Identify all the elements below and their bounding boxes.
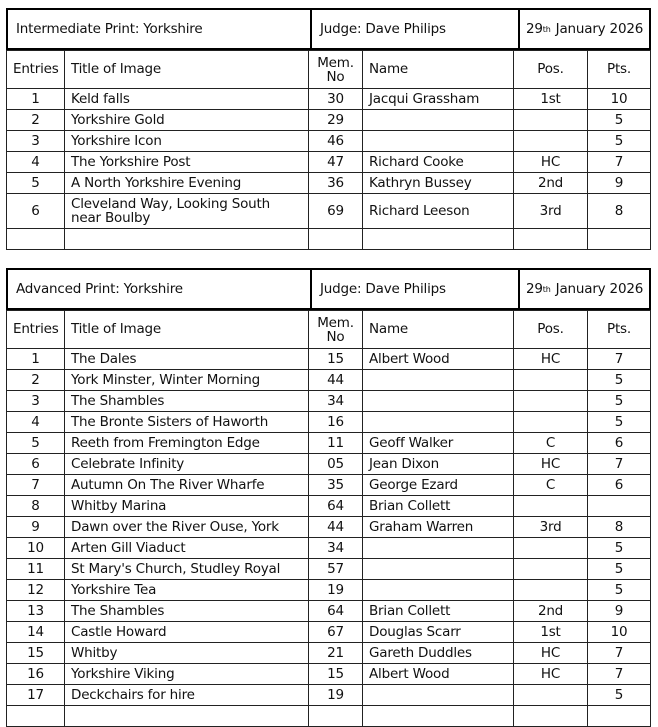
cell-position [514,131,588,152]
cell-member-number: 05 [309,454,363,475]
cell-member-number: 16 [309,412,363,433]
cell-member-number: 47 [309,152,363,173]
cell-position: HC [514,664,588,685]
cell-position [514,370,588,391]
cell-entry-number: 5 [7,173,65,194]
cell-member-number: 36 [309,173,363,194]
cell-entry-number: 9 [7,517,65,538]
cell-member-number: 67 [309,622,363,643]
table-row [7,152,651,173]
cell-position: HC [514,643,588,664]
cell-image-title: The Shambles [65,601,309,622]
table-row [7,194,651,229]
results-section-advanced [6,268,651,727]
cell-member-name: Douglas Scarr [363,622,514,643]
cell-entry-number: 3 [7,391,65,412]
table-row [7,349,651,370]
cell-points: 5 [588,538,651,559]
cell-image-title: Whitby [65,643,309,664]
cell-points: 6 [588,475,651,496]
cell-image-title: The Dales [65,349,309,370]
empty-row [7,706,651,727]
cell-image-title: A North Yorkshire Evening [65,173,309,194]
cell-member-name: Richard Cooke [363,152,514,173]
cell-position: 2nd [514,173,588,194]
table-row [7,454,651,475]
cell-member-number: 29 [309,110,363,131]
cell-image-title: Autumn On The River Wharfe [65,475,309,496]
table-row [7,622,651,643]
cell-entry-number: 16 [7,664,65,685]
cell-points: 5 [588,370,651,391]
col-header-entries: Entries [7,51,65,89]
table-row [7,559,651,580]
table-row [7,110,651,131]
mem-label-line2: No [326,328,345,345]
cell-member-number: 34 [309,538,363,559]
results-table [6,310,651,727]
cell-position [514,580,588,601]
cell-entry-number: 4 [7,152,65,173]
cell-points: 9 [588,173,651,194]
cell-member-number: 46 [309,131,363,152]
results-table [6,50,651,250]
cell-points: 5 [588,685,651,706]
date-day: 29 [526,281,543,297]
cell-member-name [363,685,514,706]
cell-entry-number: 11 [7,559,65,580]
cell-points: 5 [588,412,651,433]
cell-points: 7 [588,454,651,475]
section-header [6,8,651,50]
date-day: 29 [526,21,543,37]
cell-member-number: 69 [309,194,363,229]
date-rest: January 2026 [551,281,644,297]
table-row [7,391,651,412]
cell-position: C [514,475,588,496]
cell-member-number: 44 [309,517,363,538]
cell-member-name [363,110,514,131]
cell-image-title: Yorkshire Icon [65,131,309,152]
cell-entry-number: 10 [7,538,65,559]
cell-entry-number: 5 [7,433,65,454]
col-header-entries: Entries [7,311,65,349]
cell-entry-number: 17 [7,685,65,706]
cell-member-name: Gareth Duddles [363,643,514,664]
cell-entry-number: 6 [7,194,65,229]
cell-position: HC [514,454,588,475]
col-header-pts: Pts. [588,51,651,89]
cell-member-number: 15 [309,349,363,370]
cell-points [588,229,651,250]
cell-points: 5 [588,580,651,601]
cell-member-number: 35 [309,475,363,496]
cell-points [588,706,651,727]
cell-points: 6 [588,433,651,454]
cell-member-name: Jacqui Grassham [363,89,514,110]
cell-entry-number: 14 [7,622,65,643]
cell-image-title: Keld falls [65,89,309,110]
cell-entry-number: 1 [7,89,65,110]
cell-entry-number: 15 [7,643,65,664]
table-row [7,433,651,454]
table-row [7,664,651,685]
table-row [7,173,651,194]
cell-member-number [309,229,363,250]
cell-position [514,496,588,517]
cell-member-name [363,706,514,727]
cell-image-title [65,706,309,727]
cell-member-number: 11 [309,433,363,454]
col-header-name: Name [363,311,514,349]
col-header-mem-no [309,51,363,89]
cell-image-title: Arten Gill Viaduct [65,538,309,559]
col-header-title: Title of Image [65,311,309,349]
competition-date [520,270,649,308]
cell-image-title [65,229,309,250]
cell-member-name [363,229,514,250]
cell-points: 10 [588,622,651,643]
cell-member-name: Kathryn Bussey [363,173,514,194]
cell-image-title: The Shambles [65,391,309,412]
table-row [7,601,651,622]
cell-points: 5 [588,131,651,152]
cell-position: 3rd [514,194,588,229]
table-row [7,496,651,517]
section-header [6,268,651,310]
cell-points: 8 [588,517,651,538]
cell-image-title: Castle Howard [65,622,309,643]
cell-position: 2nd [514,601,588,622]
cell-position [514,685,588,706]
cell-image-title: York Minster, Winter Morning [65,370,309,391]
cell-points: 7 [588,349,651,370]
cell-points [588,496,651,517]
competition-title: Advanced Print: Yorkshire [8,270,312,308]
table-row [7,412,651,433]
table-row [7,685,651,706]
table-row [7,643,651,664]
cell-member-name: Richard Leeson [363,194,514,229]
cell-member-name: Brian Collett [363,496,514,517]
cell-member-number: 21 [309,643,363,664]
table-row [7,131,651,152]
cell-image-title: Dawn over the River Ouse, York [65,517,309,538]
cell-entry-number: 1 [7,349,65,370]
date-suffix: th [542,24,551,34]
mem-label-line2: No [326,68,345,85]
cell-image-title: Celebrate Infinity [65,454,309,475]
cell-position [514,391,588,412]
judge-label: Judge: Dave Philips [312,10,520,48]
empty-row [7,229,651,250]
cell-member-number: 57 [309,559,363,580]
cell-member-name [363,538,514,559]
table-row [7,538,651,559]
cell-entry-number: 4 [7,412,65,433]
cell-member-number: 64 [309,601,363,622]
cell-position [514,559,588,580]
cell-position [514,110,588,131]
cell-position: 1st [514,622,588,643]
cell-entry-number: 12 [7,580,65,601]
cell-entry-number [7,706,65,727]
cell-points: 5 [588,110,651,131]
cell-member-name: George Ezard [363,475,514,496]
cell-position [514,538,588,559]
cell-entry-number: 6 [7,454,65,475]
column-header-row [7,51,651,89]
cell-points: 8 [588,194,651,229]
mem-label-line1: Mem. [317,314,354,331]
cell-member-name: Brian Collett [363,601,514,622]
cell-member-name [363,412,514,433]
cell-position: HC [514,349,588,370]
date-suffix: th [542,284,551,294]
cell-member-number: 15 [309,664,363,685]
cell-image-title: Yorkshire Gold [65,110,309,131]
table-row [7,370,651,391]
cell-member-name: Albert Wood [363,349,514,370]
cell-member-name [363,580,514,601]
cell-member-name: Geoff Walker [363,433,514,454]
cell-entry-number: 3 [7,131,65,152]
column-header-row [7,311,651,349]
mem-label-line1: Mem. [317,54,354,71]
table-row [7,89,651,110]
cell-position: 3rd [514,517,588,538]
cell-member-number: 34 [309,391,363,412]
cell-image-title: St Mary's Church, Studley Royal [65,559,309,580]
col-header-title: Title of Image [65,51,309,89]
table-row [7,580,651,601]
cell-entry-number: 2 [7,370,65,391]
table-row [7,475,651,496]
cell-member-number [309,706,363,727]
cell-image-title: Yorkshire Viking [65,664,309,685]
competition-title: Intermediate Print: Yorkshire [8,10,312,48]
judge-label: Judge: Dave Philips [312,270,520,308]
col-header-name: Name [363,51,514,89]
cell-member-number: 44 [309,370,363,391]
cell-entry-number: 13 [7,601,65,622]
cell-points: 10 [588,89,651,110]
cell-entry-number: 2 [7,110,65,131]
cell-member-name: Graham Warren [363,517,514,538]
col-header-pos: Pos. [514,311,588,349]
cell-image-title: The Yorkshire Post [65,152,309,173]
col-header-pos: Pos. [514,51,588,89]
competition-date [520,10,649,48]
cell-member-name [363,391,514,412]
cell-points: 9 [588,601,651,622]
cell-entry-number: 8 [7,496,65,517]
table-row [7,517,651,538]
cell-member-name [363,370,514,391]
results-section-intermediate [6,8,651,250]
cell-member-number: 30 [309,89,363,110]
cell-member-name [363,131,514,152]
cell-points: 7 [588,643,651,664]
cell-position: C [514,433,588,454]
cell-image-title: Deckchairs for hire [65,685,309,706]
cell-points: 5 [588,559,651,580]
cell-image-title: Yorkshire Tea [65,580,309,601]
cell-image-title: Reeth from Fremington Edge [65,433,309,454]
cell-member-number: 19 [309,685,363,706]
cell-position: HC [514,152,588,173]
cell-member-name: Albert Wood [363,664,514,685]
cell-member-name: Jean Dixon [363,454,514,475]
date-rest: January 2026 [551,21,644,37]
cell-image-title: Whitby Marina [65,496,309,517]
cell-points: 7 [588,152,651,173]
col-header-mem-no [309,311,363,349]
cell-position [514,229,588,250]
cell-image-title: The Bronte Sisters of Haworth [65,412,309,433]
cell-member-number: 64 [309,496,363,517]
cell-position: 1st [514,89,588,110]
cell-member-name [363,559,514,580]
cell-entry-number [7,229,65,250]
cell-member-number: 19 [309,580,363,601]
col-header-pts: Pts. [588,311,651,349]
cell-points: 7 [588,664,651,685]
cell-position [514,412,588,433]
cell-points: 5 [588,391,651,412]
cell-entry-number: 7 [7,475,65,496]
cell-image-title: Cleveland Way, Looking South near Boulby [65,194,309,229]
cell-position [514,706,588,727]
